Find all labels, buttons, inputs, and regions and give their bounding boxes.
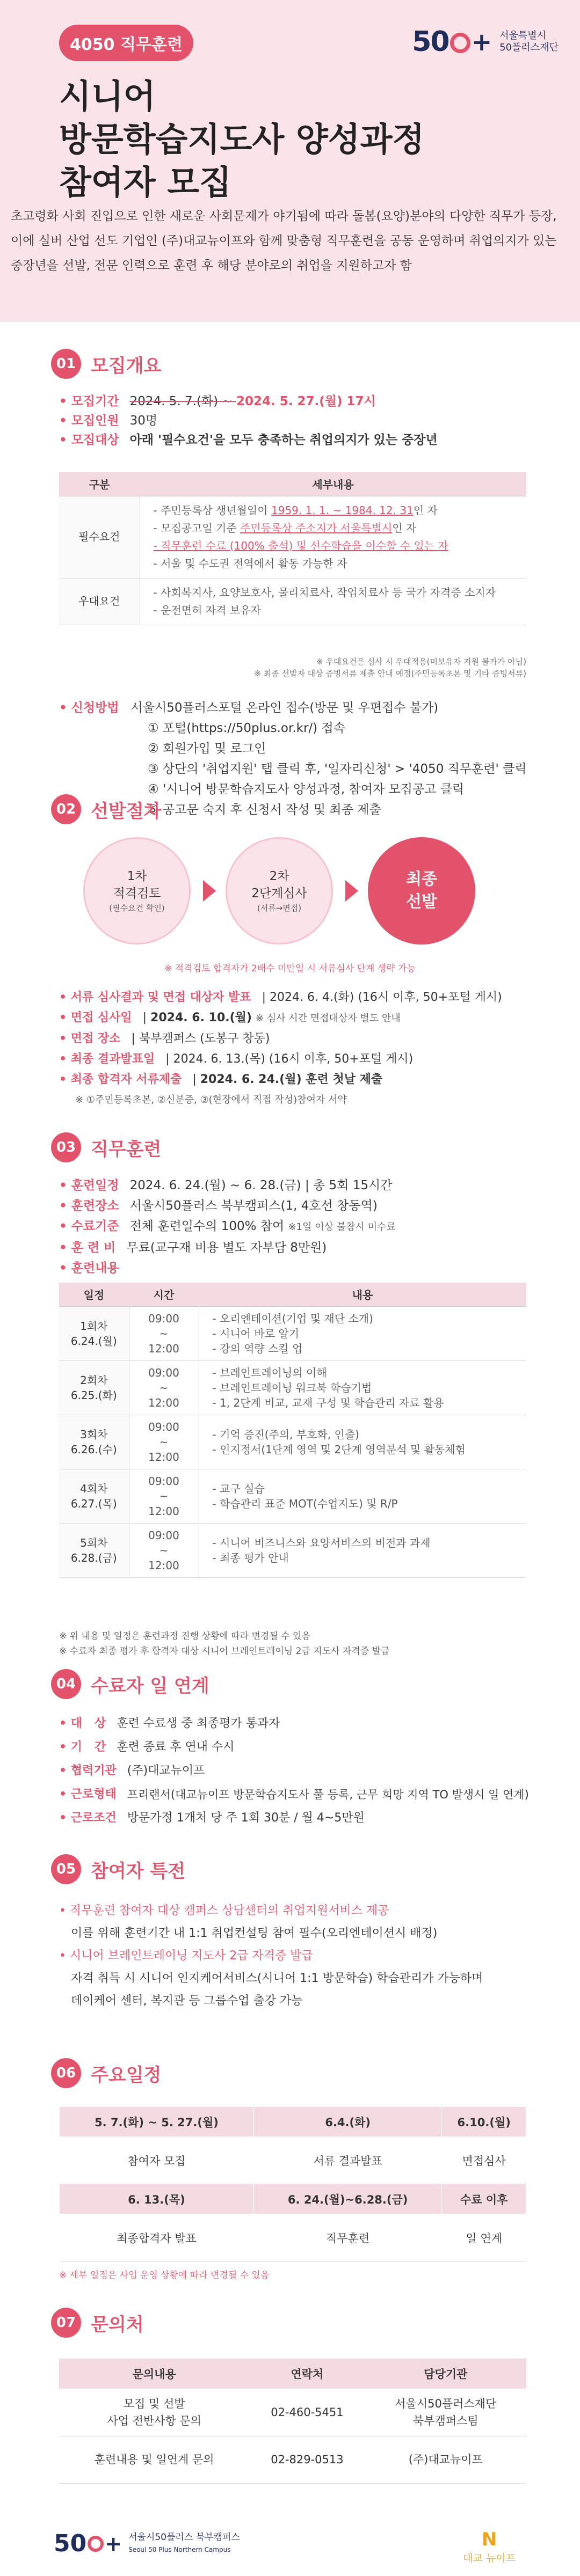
arrow-right-icon: [203, 880, 216, 902]
section-title: 모집개요: [91, 355, 162, 377]
intro-description: 초고령화 사회 진입으로 인한 새로운 사회문제가 야기됨에 따라 돌봄(요양)분야의 다양한 직무가 등장, 이에 실버 산업 선도 기업인 (주)대교뉴이프와 함께 맞춤형 직무훈련을 공동 운영하며 취업의지가 있는 중장년을 선발, 전문 인력으로 훈련 후 해당 분야로의 취업을 지원하고자 함: [11, 209, 557, 273]
n-logo-icon: N: [481, 2529, 497, 2550]
step-2-circle: 2차 2단계심사 (서류→면접): [226, 837, 333, 945]
hero-banner: [0, 0, 580, 322]
training-footnote: ※ 위 내용 및 일정은 훈련과정 진행 상황에 따라 변경될 수 있음 ※ 수료자 최종 평가 후 합격자 대상 시니어 브레인트레이닝 2급 지도사 자격증 발급: [59, 1631, 390, 1657]
contact-table: 문의내용 연락처 담당기관 모집 및 선발 사업 전반사항 문의 02-460-5451 서울시50플러스재단 북부캠퍼스팀 훈련내용 및 일연계 문의 02-829-0513 (주)대교뉴이프: [59, 2359, 526, 2484]
job-link-info: • 대 상 훈련 수료생 중 최종평가 통과자 • 기 간 훈련 종료 후 연내 수시 • 협력기관 (주)대교뉴이프 • 근로형태 프리랜서(대교뉴이프 방문학습지도사 풀 등록, 근무 희망 지역 TO 발생시 일 연계) • 근로조건 방문가정 1개처 당 주 1회 30분 / 월 4~5만원: [59, 1712, 529, 1830]
application-method: • 신청방법 서울시50플러스포털 온라인 접수(방문 및 우편접수 불가) ① 포털(https://50plus.or.kr/) 접속 ② 회원가입 및 로그인 ③ 상단의 '취업지원' 탭 클릭 후, '일자리신청' > '4050 직무훈련' 클릭 ④ '시니어 방문학습지도사 양성과정, 참여자 모집공고 클릭 ⑤ 공고문 숙지 후 신청서 작성 및 최종 제출: [59, 701, 527, 817]
phone-number[interactable]: 02-460-5451: [249, 2389, 365, 2436]
plus-icon: +: [471, 27, 492, 56]
table-row: 3회차 6.26.(수) 09:00 ~ 12:00 - 기억 증진(주의, 부호화, 인출) - 인지정서(1단계 영역 및 2단계 영역분석 및 활동체험: [59, 1415, 526, 1469]
section-benefits-header: 05 참여자 특전: [51, 1854, 185, 1884]
selection-note: ※ 적격검토 합격자가 2배수 미만일 시 서류심사 단계 생략 가능: [164, 963, 416, 974]
section-training-header: 03 직무훈련: [51, 1132, 161, 1162]
partner-logo: N 대교 뉴이프: [463, 2529, 516, 2564]
footer: [0, 2522, 580, 2576]
arrow-right-icon: [345, 880, 358, 902]
selection-schedule: • 서류 심사결과 및 면접 대상자 발표 | 2024. 6. 4.(화) (16시 이후, 50+포털 게시) • 면접 심사일 | 2024. 6. 10.(월) ※ 심사 시간 면접대상자 별도 안내 • 면접 장소 | 북부캠퍼스 (도봉구 창동) • 최종 결과발표일 | 2024. 6. 13.(목) (16시 이후, 50+포털 게시) • 최종 합격자 서류제출 | 2024. 6. 24.(월) 훈련 첫날 제출 ※ ①주민등록초본, ②신분증, ③(현장에서 직접 작성)참여자 서약: [59, 987, 502, 1110]
benefits-list: • 직무훈련 참여자 대상 캠퍼스 상담센터의 취업지원서비스 제공 이를 위해 훈련기간 내 1:1 취업컨설팅 참여 필수(오리엔테이션시 배정) • 시니어 브레인트레이닝 지도사 2급 자격증 발급 자격 취득 시 시니어 인지케어서비스(시니어 1:1 방문학습) 학습관리가 가능하며 데이케어 센터, 복지관 등 그룹수업 출강 가능: [59, 1904, 483, 2008]
campus-logo: 50 + 서울시50플러스 북부캠퍼스 Seoul 50 Plus Northern Campus: [54, 2530, 240, 2557]
requirements-table: 구분 세부내용 필수요건 - 주민등록상 생년월일이 1959. 1. 1. ~ 1984. 12. 31인 자 - 모집공고일 기준 주민등록상 주소지가 서울특별시인 자 - 직무훈련 수료 (100% 출석) 및 선수학습을 이수할 수 있는 자 - 서울 및 수도권 전역에서 활동 가능한 자 우대요건 - 사회복지사, 요양보호사, 물리치료사, 작업치료사 등 국가 자격증 소지자 - 운전면허 자격 보유자: [59, 472, 526, 625]
program-tag: 4050 직무훈련: [59, 25, 193, 61]
ring-icon: [88, 2536, 104, 2552]
section-selection-header: 02 선발절차: [51, 794, 161, 824]
recruitment-info: • 모집기간 2024. 5. 7.(화) ~ 2024. 5. 27.(월) 17시 • 모집인원 30명 • 모집대상 아래 '필수요건'을 모두 충족하는 취업의지가 있는 중장년: [59, 392, 438, 450]
key-dates-note: ※ 세부 일정은 사업 운영 상황에 따라 변경될 수 있음: [59, 2270, 270, 2281]
table-row: 5회차 6.28.(금) 09:00 ~ 12:00 - 시니어 비즈니스와 요양서비스의 비전과 과제 - 최종 평가 안내: [59, 1523, 526, 1577]
section-recruitment-header: [51, 349, 161, 379]
section-key-dates-header: 06 주요일정: [51, 2058, 161, 2088]
foundation-logo: [412, 26, 559, 58]
period-new: 2024. 5. 27.(월) 17시: [236, 394, 376, 408]
training-info: • 훈련일정 2024. 6. 24.(월) ~ 6. 28.(금) | 총 5회 15시간 • 훈련장소 서울시50플러스 북부캠퍼스(1, 4호선 창동역) • 수료기준 전체 훈련일수의 100% 참여 ※1일 이상 불참시 미수료 • 훈 련 비 무료(교구재 비용 별도 자부담 8만원) • 훈련내용: [59, 1175, 396, 1278]
page-title: 시니어 방문학습지도사 양성과정 참여자 모집: [59, 77, 425, 202]
table-row: 1회차 6.24.(월) 09:00 ~ 12:00 - 오리엔테이션(기업 및 재단 소개) - 시니어 바로 알기 - 강의 역량 스킬 업: [59, 1306, 526, 1360]
final-selection-circle: 최종 선발: [368, 837, 475, 945]
section-contact-header: 07 문의처: [51, 2308, 144, 2338]
requirements-note: ※ 우대요건은 심사 시 우대적용(미보유자 지원 불가가 아님) ※ 최종 선발자 대상 증빙서류 제출 안내 예정(주민등록초본 및 기타 증빙서류): [254, 657, 526, 678]
section-job-link-header: 04 수료자 일 연계: [51, 1669, 209, 1699]
phone-number[interactable]: 02-829-0513: [249, 2436, 365, 2483]
logo-mark: 50: [412, 26, 449, 58]
ring-icon: [450, 33, 470, 53]
period-old: 2024. 5. 7.(화) ~: [129, 394, 237, 408]
training-schedule-table: 일정 시간 내용 1회차 6.24.(월) 09:00 ~ 12:00 - 오리엔테이션(기업 및 재단 소개) - 시니어 바로 알기 - 강의 역량 스킬 업 2회차 6.25.(화) 09:00 ~ 12:00 - 브레인트레이닝의 이해 - 브레인트레이닝 워크북 학습기법 - 1, 2단계 비교, 교재 구성 및 학습관리 자료 활용 3회차 6.26.(수) 09:00 ~ 12:00 - 기억 증진(주의, 부호화, 인출) - 인지정서(1단계 영역 및 2단계 영역분석 및 활동체험 4회차 6.27.(목) 09:00 ~ 12:00 - 교구 실습 - 학습관리 표준 MOT(수업지도) 및 R/P 5회차 6.28.(금) 09:00 ~ 12:00 - 시니어 비즈니스와 요양서비스의 비전과 과제 - 최종 평가 안내: [59, 1283, 526, 1578]
section-number: 01: [51, 349, 81, 379]
step-1-circle: 1차 적격검토 (필수요건 확인): [83, 837, 191, 945]
key-dates-table: 5. 7.(화) ~ 5. 27.(월) 6.4.(화) 6.10.(월) 참여자 모집 서류 결과발표 면접심사 6. 13.(목) 6. 24.(월)~6.28.(금) 수료 이후 최종합격자 발표 직무훈련 일 연계: [59, 2106, 526, 2262]
table-row: 2회차 6.25.(화) 09:00 ~ 12:00 - 브레인트레이닝의 이해 - 브레인트레이닝 워크북 학습기법 - 1, 2단계 비교, 교재 구성 및 학습관리 자료 활용: [59, 1360, 526, 1415]
logo-org-text: 서울특별시 50플러스재단: [499, 30, 559, 53]
table-row: 4회차 6.27.(목) 09:00 ~ 12:00 - 교구 실습 - 학습관리 표준 MOT(수업지도) 및 R/P: [59, 1469, 526, 1523]
